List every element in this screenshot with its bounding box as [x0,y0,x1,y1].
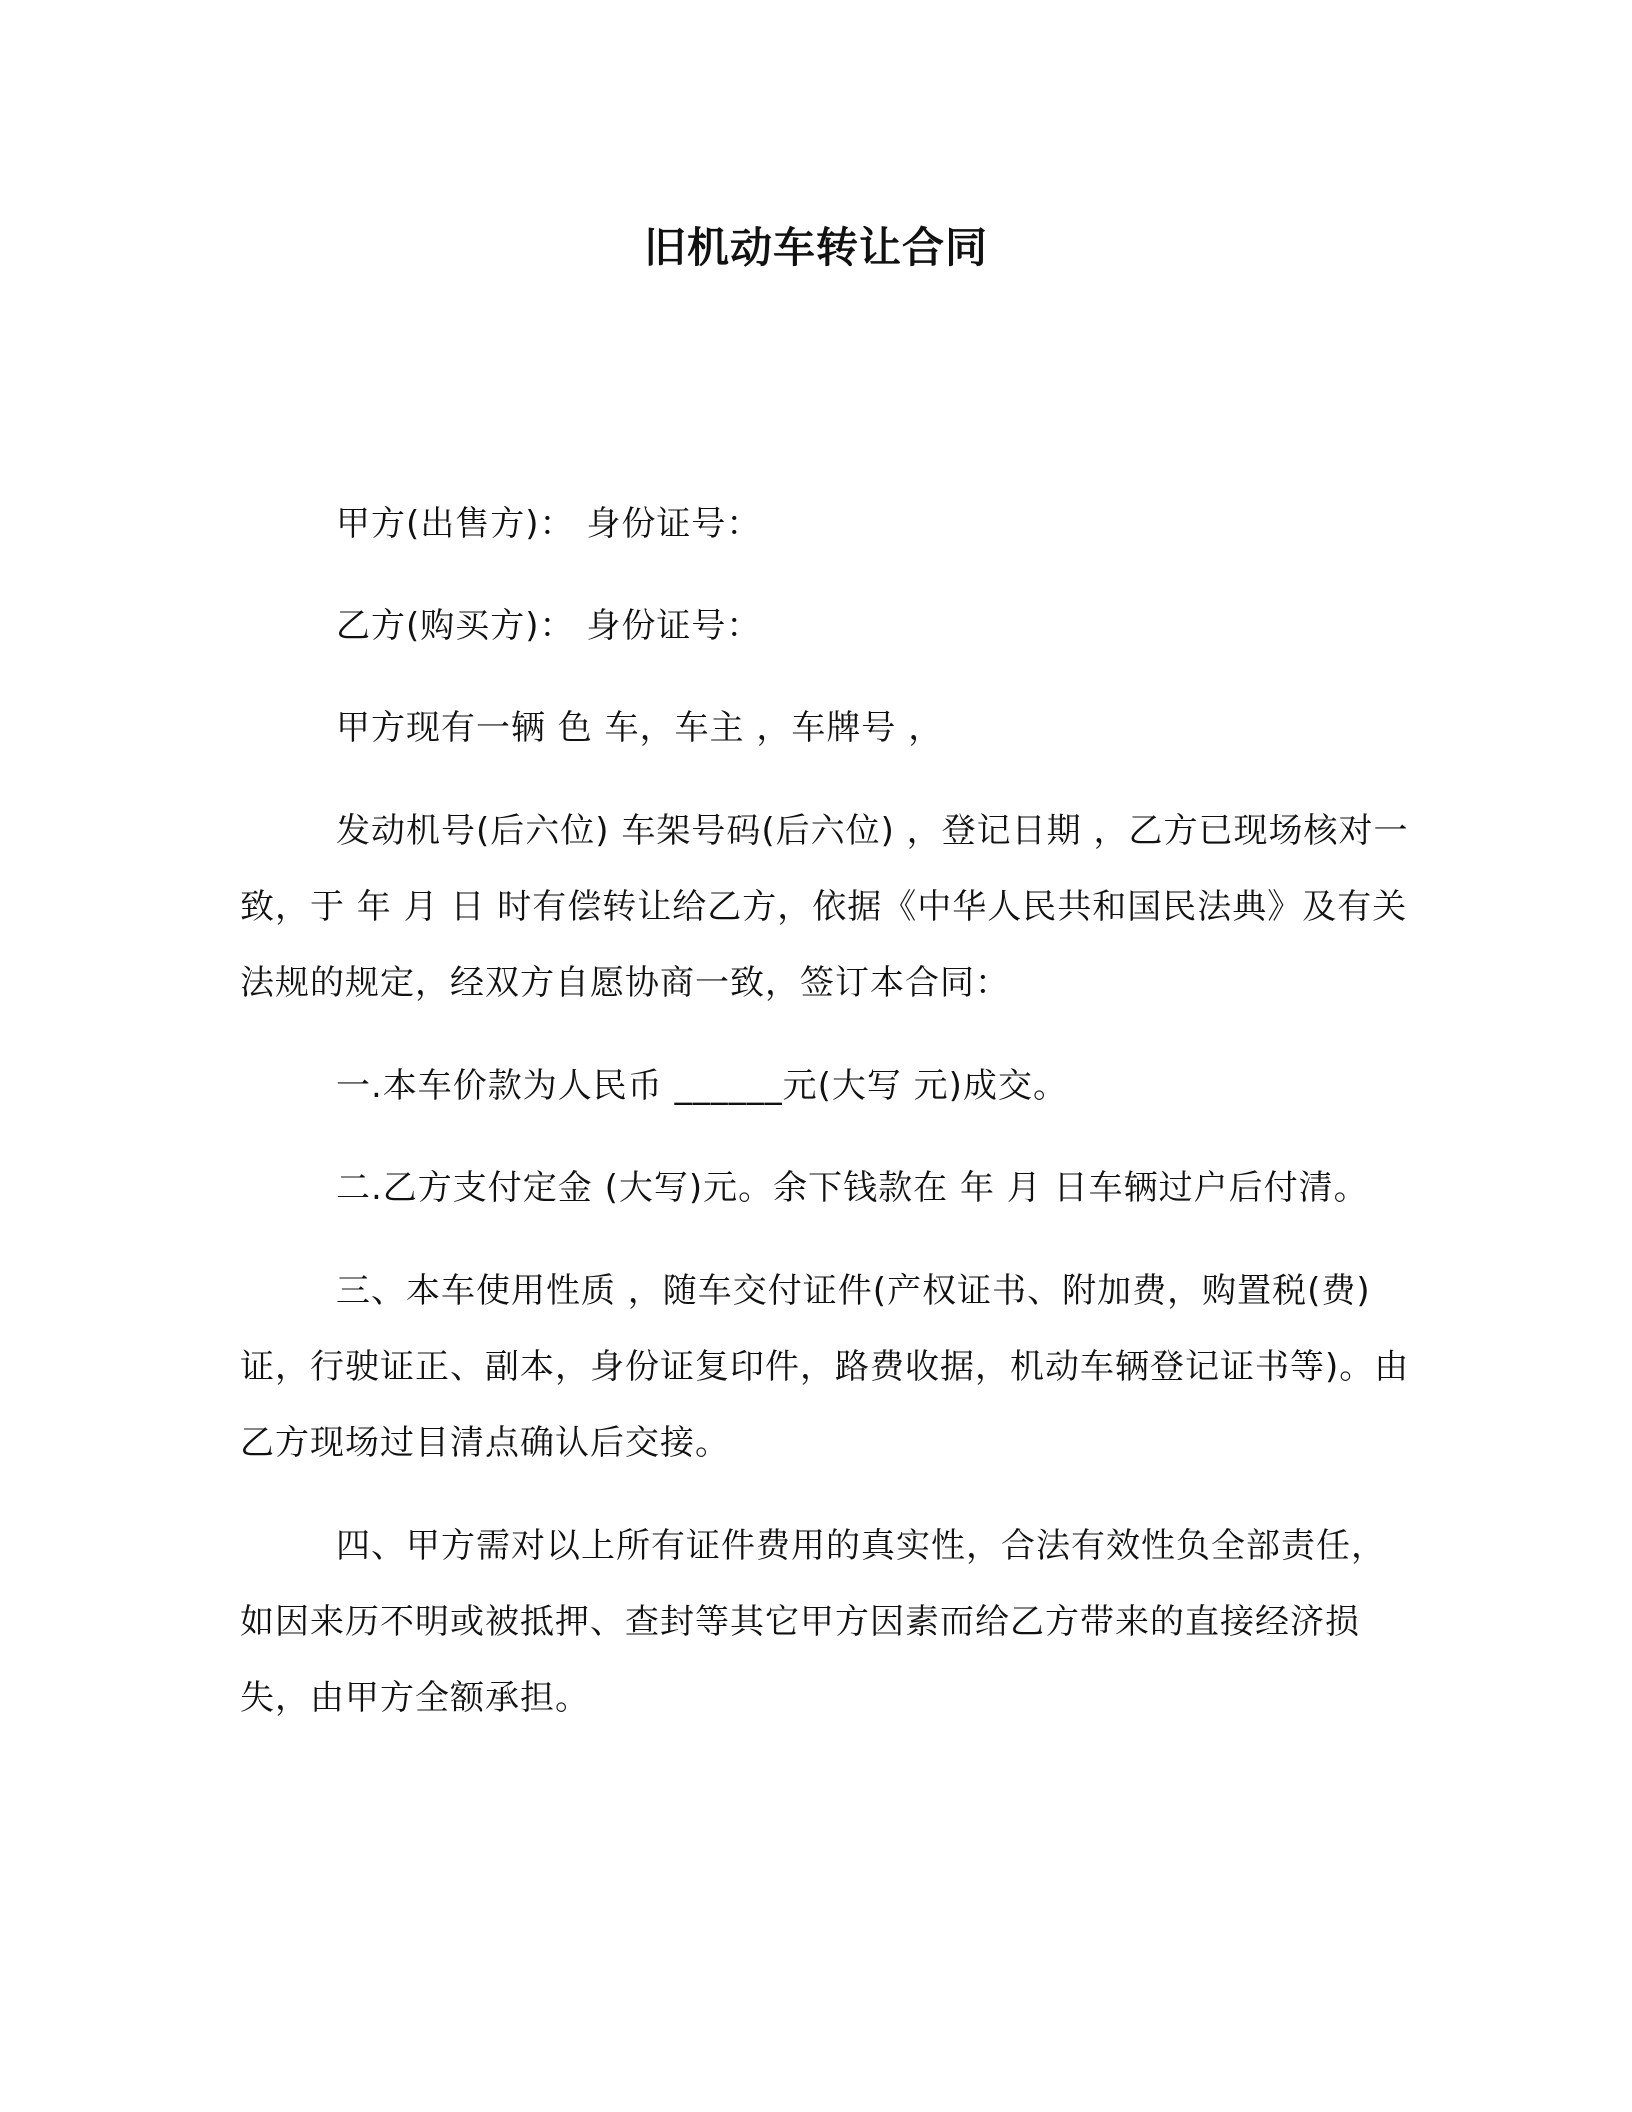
document-title: 旧机动车转让合同 [643,223,988,272]
vehicle-info-line: 甲方现有一辆 色 车，车主 ，车牌号 ， [336,708,944,748]
clause-four-liability: 四、甲方需对以上所有证件费用的真实性，合法有效性负全部责任，如因来历不明或被抵押、查封等其它甲方因素而给乙方带来的直接经济损失，由甲方全额承担。 [240,1526,1386,1718]
clause-three-documents: 三、本车使用性质 ，随车交付证件(产权证书、附加费，购置税(费)证，行驶证正、副本，身份证复印件，路费收据，机动车辆登记证书等)。由乙方现场过目清点确认后交接。 [240,1271,1410,1463]
party-b-line: 乙方(购买方)： 身份证号： [336,606,762,646]
party-a-line: 甲方(出售方)： 身份证号： [336,504,762,544]
engine-and-transfer-paragraph: 发动机号(后六位) 车架号码(后六位) ，登记日期 ，乙方已现场核对一致，于 年 月 日 时有偿转让给乙方，依据《中华人民共和国民法典》及有关法规的规定，经双方自愿协商一致，签订本合同： [240,811,1409,1003]
clause-two-deposit: 二.乙方支付定金 (大写)元。余下钱款在 年 月 日车辆过户后付清。 [336,1168,1369,1208]
clause-one-price: 一.本车价款为人民币 ______元(大写 元)成交。 [336,1066,1068,1106]
